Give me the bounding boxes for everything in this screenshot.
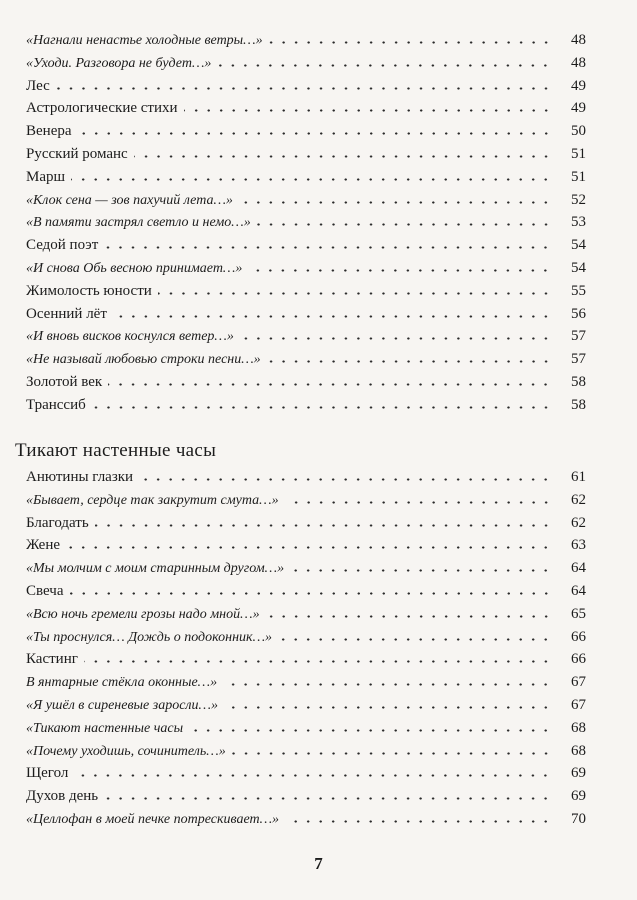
toc-entry [26,348,586,371]
page-number: 7 [314,854,323,873]
dot-leader [84,660,552,663]
toc-section-1 [26,29,586,417]
toc-entry [26,97,586,120]
toc-entry-title: Транссиб [26,396,86,413]
toc-entry-title: Астрологические стихи [26,100,178,117]
toc-entry-title: Щегол [26,765,69,782]
toc-entry [26,808,586,831]
dot-leader [134,155,552,158]
toc-entry-title: «И вновь висков коснулся ветер…» [26,329,234,345]
dot-leader [104,797,552,800]
toc-entry-page: 56 [571,305,586,322]
dot-leader [278,638,552,641]
toc-entry-title: «Клок сена — зов пахучий лета…» [26,192,233,208]
toc-entry-page: 58 [571,396,586,413]
toc-entry [26,466,586,489]
toc-entry [26,512,586,535]
toc-entry-page: 65 [571,605,586,622]
toc-entry-page: 54 [571,259,586,276]
toc-entry-page: 50 [571,123,586,140]
toc-entry [26,785,586,808]
toc-entry-title: Осенний лёт [26,305,107,322]
toc-entry-title: Лес [26,77,50,94]
toc-entry-page: 48 [571,32,586,48]
dot-leader [266,615,552,618]
toc-entry-title: «В памяти застрял светло и немо…» [26,215,251,231]
toc-entry [26,717,586,740]
toc-entry-page: 63 [571,537,586,554]
toc-entry-title: «Уходи. Разговора не будет…» [26,55,212,71]
toc-entry-page: 52 [571,191,586,208]
toc-entry-page: 58 [571,373,586,390]
toc-entry [26,166,586,189]
dot-leader [240,337,552,340]
toc-entry [26,762,586,785]
dot-leader [232,752,552,755]
toc-entry [26,371,586,394]
toc-entry-title: Седой поэт [26,237,99,254]
toc-entry-title: «Целлофан в моей печке потрескивает…» [26,811,280,827]
dot-leader [285,820,552,823]
dot-leader [70,592,553,595]
toc-entry-page: 64 [571,582,586,599]
toc-entry-title: «И снова Обь весною принимает…» [26,260,243,276]
dot-leader [269,41,552,44]
toc-entry-title: «Почему уходишь, сочинитель…» [26,743,226,759]
dot-leader [217,64,552,67]
toc-entry [26,325,586,348]
toc-entry-title: Кастинг [26,651,78,668]
toc-entry-title: Жимолость юности [26,282,152,299]
toc-entry [26,671,586,694]
dot-leader [248,269,552,272]
dot-leader [74,774,552,777]
dot-leader [104,246,552,249]
dot-leader [139,478,552,481]
toc-entry [26,234,586,257]
toc-entry [26,303,586,326]
toc-entry [26,489,586,512]
toc-entry-title: «Всю ночь гремели грозы надо мной…» [26,606,260,622]
toc-entry [26,534,586,557]
dot-leader [285,501,552,504]
toc-entry [26,557,586,580]
toc-entry-page: 48 [571,54,586,71]
toc-entry-page: 57 [571,351,586,368]
toc-entry-title: Русский романс [26,145,128,162]
toc-entry-page: 62 [571,514,586,531]
toc-entry-page: 54 [571,237,586,254]
dot-leader [257,223,552,226]
toc-entry-title: «Не называй любовью строки песни…» [26,352,261,368]
dot-leader [66,546,552,549]
dot-leader [189,729,552,732]
toc-entry [26,52,586,75]
toc-entry-title: «Нагнали ненастье холодные ветры…» [26,33,263,48]
toc-entry [26,189,586,212]
toc-entry [26,29,586,52]
toc-entry [26,394,586,417]
toc-entry-title: Золотой век [26,373,103,390]
toc-entry-page: 64 [571,560,586,577]
dot-leader [158,292,552,295]
toc-entry-page: 51 [571,145,586,162]
dot-leader [78,132,552,135]
toc-entry [26,603,586,626]
toc-entry-title: Жене [26,537,61,554]
toc-entry-title: «Мы молчим с моим старинным другом…» [26,561,285,577]
toc-entry-title: «Тикают настенные часы [26,720,184,736]
dot-leader [113,315,552,318]
toc-entry-page: 66 [571,651,586,668]
toc-entry-page: 69 [571,788,586,805]
toc-entry-title: Благодать [26,514,89,531]
toc-entry [26,120,586,143]
dot-leader [223,683,552,686]
dot-leader [56,87,552,90]
toc-entry [26,143,586,166]
toc-entry-page: 61 [571,469,586,485]
dot-leader [239,201,552,204]
toc-entry-title: Свеча [26,582,64,599]
toc-entry-page: 49 [571,77,586,94]
toc-entry-page: 51 [571,168,586,185]
toc-entry [26,740,586,763]
section-heading: Тикают настенные часы [15,440,217,461]
toc-entry-page: 57 [571,328,586,345]
toc-entry [26,694,586,717]
toc-entry-title: Анютины глазки [26,469,134,485]
toc-entry [26,257,586,280]
dot-leader [184,109,552,112]
toc-entry-title: Духов день [26,788,99,805]
toc-entry-page: 53 [571,214,586,231]
toc-entry-page: 49 [571,100,586,117]
toc-entry [26,626,586,649]
toc-entry [26,75,586,98]
toc-section-2 [26,466,586,831]
toc-entry [26,280,586,303]
toc-entry-page: 70 [571,810,586,827]
dot-leader [92,406,552,409]
dot-leader [95,524,552,527]
toc-entry [26,580,586,603]
dot-leader [290,569,552,572]
toc-entry-title: «Я ушёл в сиреневые заросли…» [26,697,218,713]
toc-entry-page: 67 [571,674,586,691]
toc-entry-page: 55 [571,282,586,299]
toc-entry [26,211,586,234]
toc-entry-page: 67 [571,696,586,713]
dot-leader [224,706,552,709]
toc-entry-title: Венера [26,123,72,140]
toc-entry-title: Марш [26,168,66,185]
toc-entry-page: 69 [571,765,586,782]
dot-leader [267,360,552,363]
toc-entry [26,648,586,671]
dot-leader [108,383,552,386]
toc-entry-title: В янтарные стёкла оконные…» [26,675,218,691]
toc-entry-page: 62 [571,491,586,508]
toc-entry-page: 68 [571,742,586,759]
toc-entry-page: 68 [571,719,586,736]
toc-entry-title: «Бывает, сердце так закрутит смута…» [26,492,279,508]
toc-entry-page: 66 [571,628,586,645]
toc-entry-title: «Ты проснулся… Дождь о подоконник…» [26,629,273,645]
dot-leader [71,178,552,181]
